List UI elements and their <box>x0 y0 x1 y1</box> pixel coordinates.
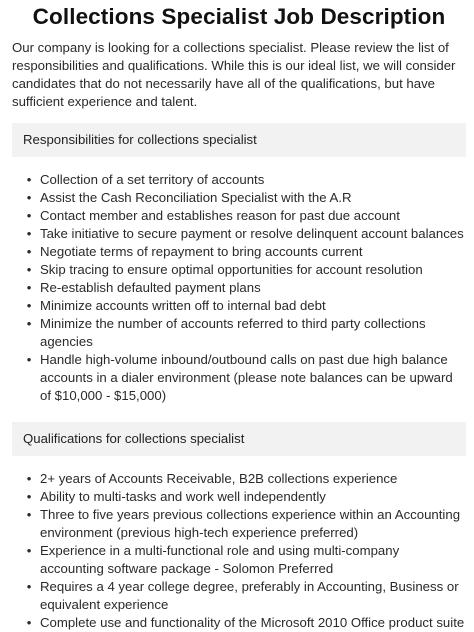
bullet-icon: • <box>26 489 32 504</box>
list-item-text: Skip tracing to ensure optimal opportunities for account resolution <box>40 262 423 277</box>
bullet-icon: • <box>26 244 32 259</box>
bullet-icon: • <box>26 172 32 187</box>
list-item <box>12 578 466 614</box>
list-item <box>12 315 466 351</box>
list-item-text: 2+ years of Accounts Receivable, B2B collections experience <box>40 471 398 486</box>
list-item-text: Experience in a multi-functional role and using multi-company accounting software package - Solomon Preferred <box>40 543 400 576</box>
bullet-icon: • <box>26 507 32 522</box>
list-item-text: Take initiative to secure payment or resolve delinquent account balances <box>40 226 464 241</box>
list-item <box>12 225 466 243</box>
bullet-icon: • <box>26 280 32 295</box>
bullet-icon: • <box>26 316 32 331</box>
intro-paragraph: Our company is looking for a collections specialist. Please review the list of responsibilities and qualifications. While this is our ideal list, we will consider candidates that do not necessarily have all of the qualifications, but have sufficient experience and talent. <box>12 40 456 109</box>
list-item <box>12 279 466 297</box>
list-item <box>12 488 466 506</box>
list-item <box>12 351 466 405</box>
list-item-text: Negotiate terms of repayment to bring accounts current <box>40 244 363 259</box>
list-item-text: Three to five years previous collections experience within an Accounting environment (previous high-tech experience preferred) <box>40 507 461 540</box>
bullet-icon: • <box>26 471 32 486</box>
bullet-icon: • <box>26 262 32 277</box>
qualifications-list <box>12 470 466 632</box>
list-item <box>12 297 466 315</box>
responsibilities-list <box>12 171 466 405</box>
bullet-icon: • <box>26 543 32 558</box>
list-item-text: Assist the Cash Reconciliation Specialist with the A.R <box>40 190 352 205</box>
bullet-icon: • <box>26 208 32 223</box>
responsibilities-heading: Responsibilities for collections specialist <box>12 123 466 157</box>
list-item-text: Complete use and functionality of the Microsoft 2010 Office product suite <box>40 615 465 630</box>
list-item-text: Minimize the number of accounts referred to third party collections agencies <box>40 316 426 349</box>
bullet-icon: • <box>26 226 32 241</box>
list-item-text: Requires a 4 year college degree, preferably in Accounting, Business or equivalent experience <box>40 579 459 612</box>
list-item <box>12 542 466 578</box>
list-item-text: Collection of a set territory of accounts <box>40 172 265 187</box>
list-item <box>12 207 466 225</box>
list-item <box>12 189 466 207</box>
list-item <box>12 470 466 488</box>
list-item-text: Ability to multi-tasks and work well independently <box>40 489 326 504</box>
list-item <box>12 261 466 279</box>
page-title: Collections Specialist Job Description <box>32 4 446 29</box>
bullet-icon: • <box>26 579 32 594</box>
list-item-text: Handle high-volume inbound/outbound calls on past due high balance accounts in a dialer environment (please note balances can be upward of $10,000 - $15,000) <box>40 352 453 403</box>
list-item-text: Minimize accounts written off to internal bad debt <box>40 298 326 313</box>
list-item <box>12 614 466 632</box>
list-item-text: Contact member and establishes reason for past due account <box>40 208 400 223</box>
list-item-text: Re-establish defaulted payment plans <box>40 280 261 295</box>
bullet-icon: • <box>26 190 32 205</box>
bullet-icon: • <box>26 352 32 367</box>
list-item <box>12 506 466 542</box>
bullet-icon: • <box>26 298 32 313</box>
list-item <box>12 243 466 261</box>
bullet-icon: • <box>26 615 32 630</box>
list-item <box>12 171 466 189</box>
qualifications-heading: Qualifications for collections specialist <box>12 422 466 456</box>
